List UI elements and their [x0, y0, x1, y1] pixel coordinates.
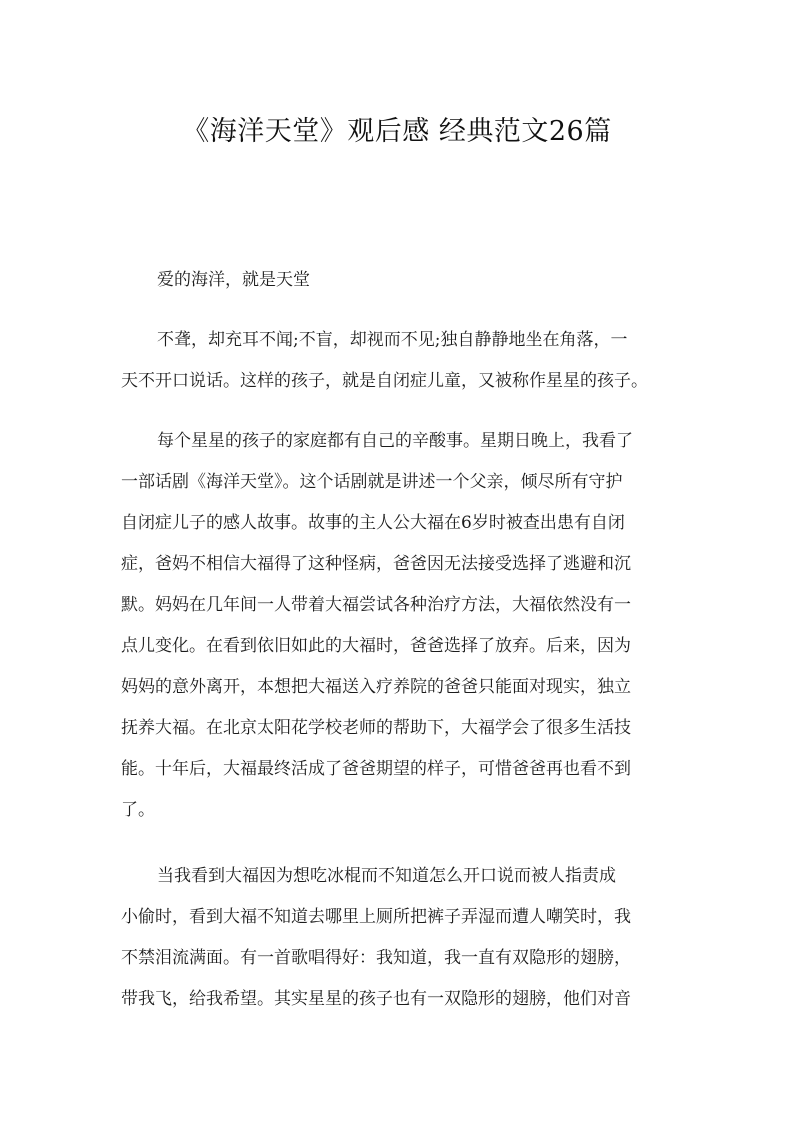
paragraph-3-line-4: 症，爸妈不相信大福得了这种怪病，爸爸因无法接受选择了逃避和沉 [121, 554, 631, 574]
paragraph-4-line-4: 带我飞，给我希望。其实星星的孩子也有一双隐形的翅膀，他们对音 [121, 989, 631, 1009]
paragraph-3-line-6: 点儿变化。在看到依旧如此的大福时，爸爸选择了放弃。后来，因为 [121, 636, 631, 656]
paragraph-3-line-1: 每个星星的孩子的家庭都有自己的辛酸事。星期日晚上，我看了 [157, 431, 633, 451]
paragraph-2-line-2: 天不开口说话。这样的孩子，就是自闭症儿童，又被称作星星的孩子。 [121, 371, 648, 391]
paragraph-2-line-1: 不聋，却充耳不闻;不盲，却视而不见;独自静静地坐在角落，一 [157, 330, 628, 350]
paragraph-3-line-7: 妈妈的意外离开，本想把大福送入疗养院的爸爸只能面对现实，独立 [121, 677, 631, 697]
paragraph-3-line-8: 抚养大福。在北京太阳花学校老师的帮助下，大福学会了很多生活技 [121, 718, 631, 738]
paragraph-3-line-2: 一部话剧《海洋天堂》。这个话剧就是讲述一个父亲，倾尽所有守护 [121, 472, 623, 492]
paragraph-4-line-1: 当我看到大福因为想吃冰棍而不知道怎么开口说而被人指责成 [157, 866, 616, 886]
paragraph-3-line-3: 自闭症儿子的感人故事。故事的主人公大福在6岁时被查出患有自闭 [121, 513, 625, 533]
paragraph-4-line-2: 小偷时，看到大福不知道去哪里上厕所把裤子弄湿而遭人嘲笑时，我 [121, 907, 631, 927]
paragraph-1-line-1: 爱的海洋，就是天堂 [157, 270, 310, 290]
paragraph-3-line-10: 了。 [121, 800, 155, 820]
document-title: 《海洋天堂》观后感 经典范文26篇 [182, 116, 612, 147]
paragraph-3-line-9: 能。十年后，大福最终活成了爸爸期望的样子，可惜爸爸再也看不到 [121, 759, 631, 779]
paragraph-3-line-5: 默。妈妈在几年间一人带着大福尝试各种治疗方法，大福依然没有一 [121, 595, 631, 615]
paragraph-4-line-3: 不禁泪流满面。有一首歌唱得好：我知道，我一直有双隐形的翅膀， [121, 948, 631, 968]
